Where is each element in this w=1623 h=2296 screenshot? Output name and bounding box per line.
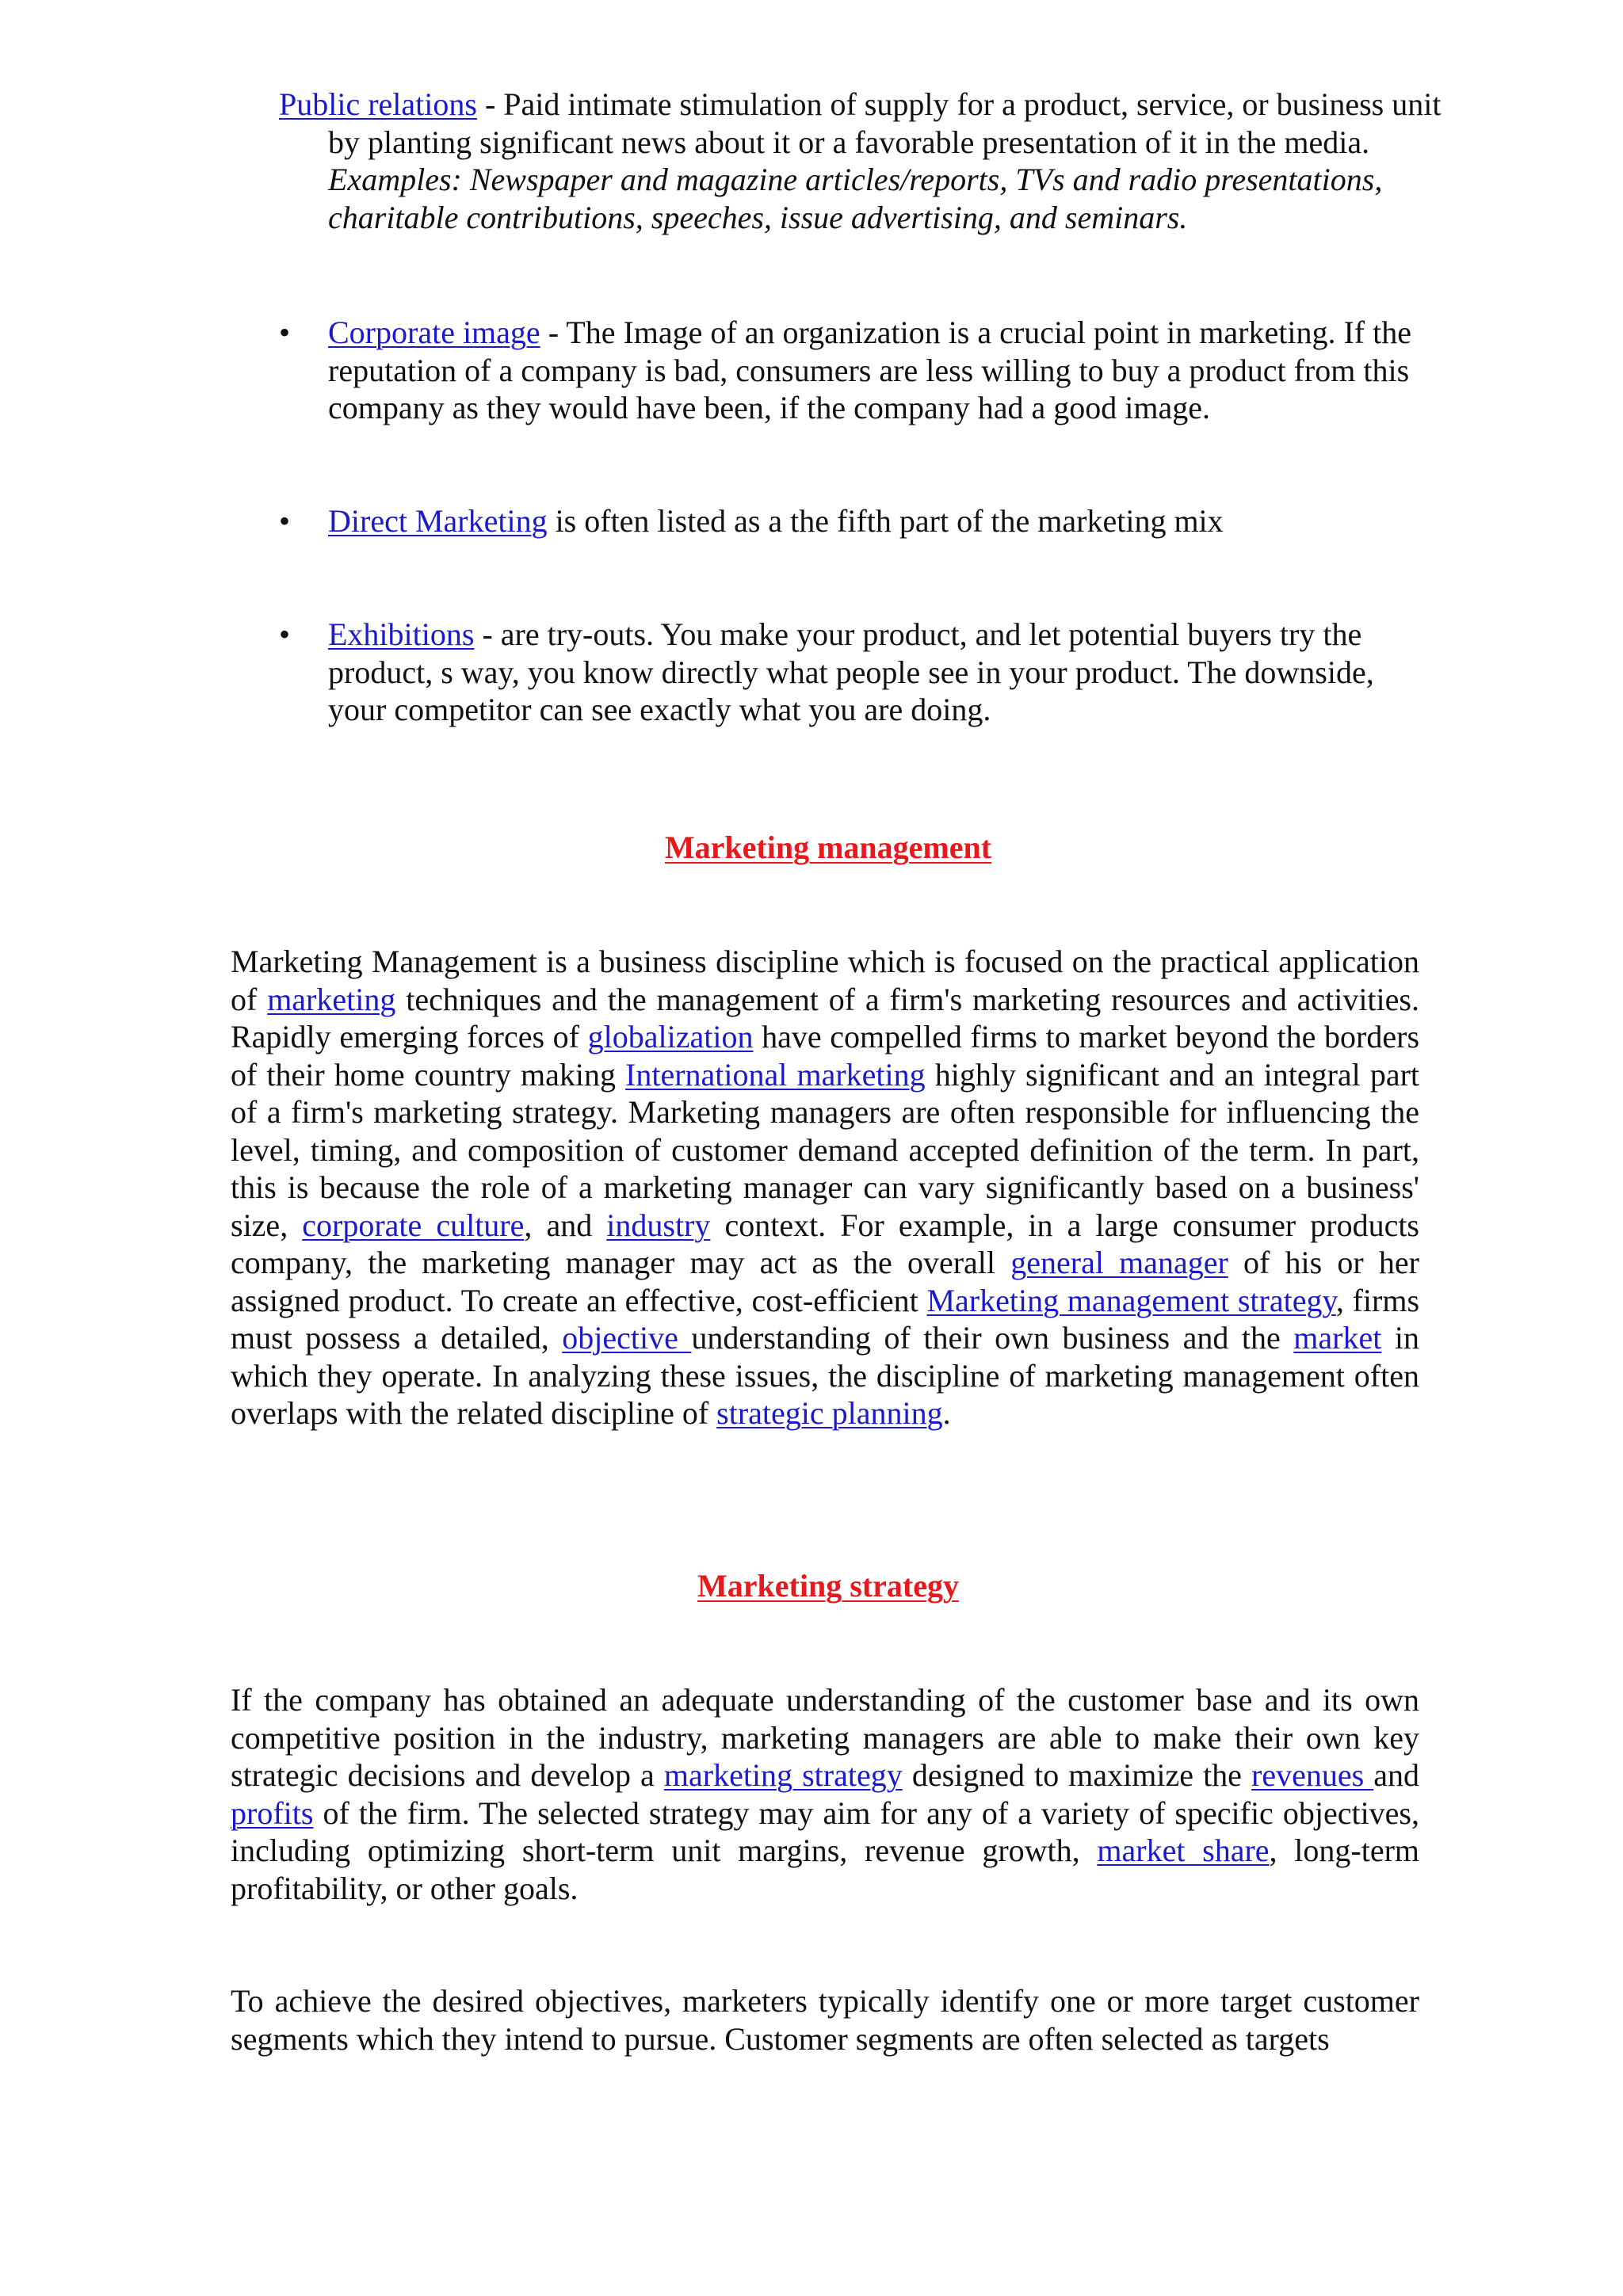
public-relations-examples: Examples: Newspaper and magazine articles/reports, TVs and radio presentations, charitable contributions, speeches, issue advertising, and seminars. xyxy=(328,162,1383,235)
corporate-image-item xyxy=(328,314,1438,427)
paragraph-text: If the company has obtained an adequate understanding of the customer base and its own competitive position in the industry, marketing managers are able to make their own key strategic decisions and develop a xyxy=(231,1682,1419,1793)
bullet-icon: • xyxy=(279,616,291,652)
paragraph-text: techniques and the management of a firm's marketing resources and activities. Rapidly emerging forces of xyxy=(231,981,1419,1055)
direct-marketing-text: is often listed as a the fifth part of the marketing mix xyxy=(547,503,1224,539)
inline-link[interactable]: globalization xyxy=(587,1019,754,1055)
paragraph-text: . xyxy=(942,1395,951,1431)
marketing-strategy-paragraph-1 xyxy=(231,1681,1419,1907)
bullet-icon: • xyxy=(279,315,291,350)
paragraph-text: of his or her assigned product. To create an effective, cost-efficient xyxy=(231,1245,1419,1318)
paragraph-text: of the firm. The selected strategy may aim for any of a variety of specific objectives, including optimizing short-term unit margins, revenue growth, xyxy=(231,1794,1419,1868)
paragraph-text: highly significant and an integral part of a firm's marketing strategy. Marketing managers are often responsible for influencing the level, timing, and composition of customer demand accepted definition of the term. In part, this is because the role of a marketing manager can vary significantly based on a business' size, xyxy=(231,1056,1420,1243)
paragraph-text: and xyxy=(1373,1757,1420,1793)
exhibitions-item xyxy=(328,616,1422,729)
inline-link[interactable]: general manager xyxy=(1010,1245,1228,1280)
bullet-icon: • xyxy=(279,503,291,539)
paragraph-text: , and xyxy=(524,1207,607,1243)
public-relations-link[interactable]: Public relations xyxy=(279,86,477,122)
marketing-strategy-paragraph-2 xyxy=(231,1982,1419,2058)
inline-link[interactable]: market xyxy=(1293,1320,1382,1356)
paragraph-text: To achieve the desired objectives, marketers typically identify one or more target customer segments which they intend to pursue. Customer segments are often selected as targets xyxy=(231,1983,1419,2057)
inline-link[interactable]: industry xyxy=(606,1207,711,1243)
marketing-management-paragraph xyxy=(231,943,1419,1432)
paragraph-text: designed to maximize the xyxy=(902,1757,1252,1793)
inline-link[interactable]: objective xyxy=(562,1320,692,1356)
direct-marketing-item xyxy=(328,502,1438,540)
paragraph-text: have compelled firms to market beyond the borders of their home country making xyxy=(231,1019,1420,1093)
inline-link[interactable]: strategic planning xyxy=(716,1395,943,1431)
inline-link[interactable]: profits xyxy=(231,1794,314,1831)
inline-link[interactable]: market share xyxy=(1097,1833,1270,1868)
corporate-image-link[interactable]: Corporate image xyxy=(328,315,540,350)
inline-link[interactable]: International marketing xyxy=(625,1056,926,1093)
inline-link[interactable]: marketing strategy xyxy=(663,1757,903,1793)
paragraph-text: in which they operate. In analyzing these issues, the discipline of marketing management often overlaps with the related discipline of xyxy=(231,1320,1419,1431)
inline-link[interactable]: corporate culture xyxy=(302,1207,525,1243)
public-relations-item xyxy=(279,86,1477,236)
inline-link[interactable]: marketing xyxy=(267,981,396,1017)
paragraph-text: , firms must possess a detailed, xyxy=(231,1282,1420,1356)
paragraph-text: context. For example, in a large consumer products company, the marketing manager may act as the overall xyxy=(231,1207,1419,1280)
paragraph-text: , long-term profitability, or other goals. xyxy=(231,1833,1420,1906)
direct-marketing-link[interactable]: Direct Marketing xyxy=(328,503,548,539)
section-heading-marketing-management: Marketing management xyxy=(664,830,992,865)
section-heading-marketing-strategy: Marketing strategy xyxy=(697,1568,959,1604)
inline-link[interactable]: revenues xyxy=(1251,1757,1374,1793)
exhibitions-text: - are try-outs. You make your product, and let potential buyers try the product, s way, you know directly what people see in your product. The downside, your competitor can see exactly what you are doing. xyxy=(328,616,1374,727)
public-relations-text: - Paid intimate stimulation of supply for a product, service, or business unit by planting significant news about it or a favorable presentation of it in the media. xyxy=(328,86,1442,160)
inline-link[interactable]: Marketing management strategy xyxy=(926,1282,1336,1318)
paragraph-text: Marketing Management is a business discipline which is focused on the practical application of xyxy=(231,944,1419,1017)
paragraph-text: understanding of their own business and the xyxy=(691,1320,1294,1356)
exhibitions-link[interactable]: Exhibitions xyxy=(328,616,475,652)
corporate-image-text: - The Image of an organization is a crucial point in marketing. If the reputation of a company is bad, consumers are less willing to buy a product from this company as they would have been, if the company had a good image. xyxy=(328,315,1411,425)
